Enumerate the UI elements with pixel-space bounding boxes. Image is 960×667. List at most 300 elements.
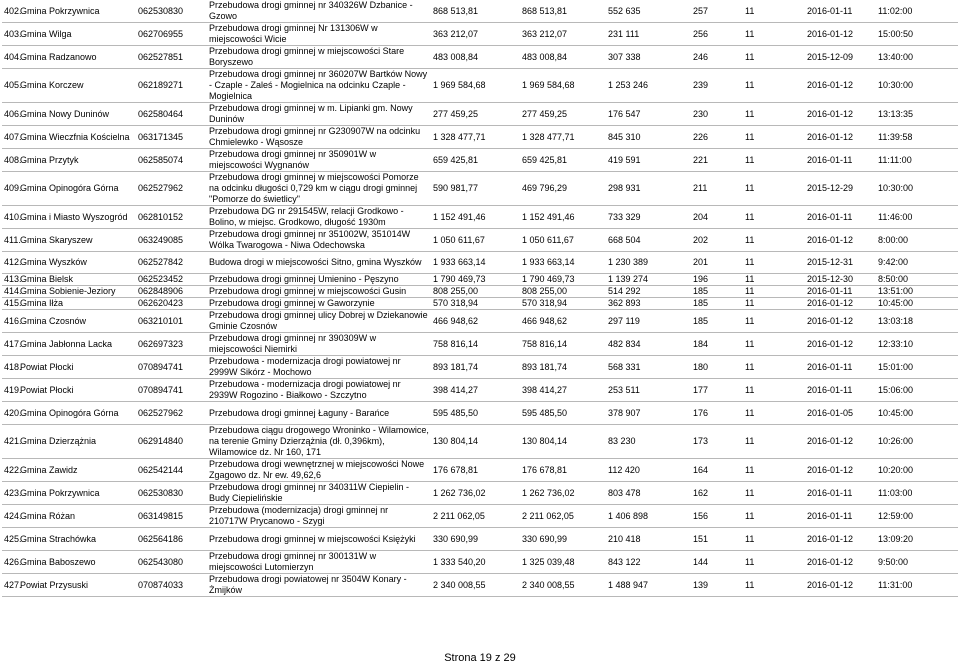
regon-number: 062848906 xyxy=(136,286,207,298)
table-row xyxy=(2,333,958,356)
submission-date: 2016-01-05 xyxy=(805,402,876,425)
row-number: 420. xyxy=(2,402,18,425)
eligible-cost: 1 790 469,73 xyxy=(520,274,606,286)
submission-time: 11:02:00 xyxy=(876,0,958,23)
total-cost: 483 008,84 xyxy=(431,46,520,69)
category-code: 11 xyxy=(743,482,805,505)
submission-date: 2016-01-12 xyxy=(805,103,876,126)
task-description: Przebudowa drogi gminnej Umienino - Pęszyno xyxy=(207,274,431,286)
grant-amount: 419 591 xyxy=(606,149,691,172)
regon-number: 062542144 xyxy=(136,459,207,482)
row-number: 425. xyxy=(2,528,18,551)
eligible-cost: 466 948,62 xyxy=(520,310,606,333)
table-row xyxy=(2,69,958,103)
row-number: 424. xyxy=(2,505,18,528)
submission-date: 2016-01-12 xyxy=(805,459,876,482)
row-number: 423. xyxy=(2,482,18,505)
submission-date: 2016-01-12 xyxy=(805,551,876,574)
applicant-name: Gmina Skaryszew xyxy=(18,229,136,252)
regon-number: 062914840 xyxy=(136,425,207,459)
table-row xyxy=(2,310,958,333)
total-cost: 1 933 663,14 xyxy=(431,252,520,274)
table-row xyxy=(2,482,958,505)
regon-number: 062564186 xyxy=(136,528,207,551)
total-cost: 2 211 062,05 xyxy=(431,505,520,528)
category-code: 11 xyxy=(743,69,805,103)
row-number: 405. xyxy=(2,69,18,103)
submission-time: 10:30:00 xyxy=(876,172,958,206)
grant-amount: 1 406 898 xyxy=(606,505,691,528)
score: 139 xyxy=(691,574,743,597)
grant-amount: 362 893 xyxy=(606,298,691,310)
task-description: Przebudowa drogi powiatowej nr 3504W Konary - Żmijków xyxy=(207,574,431,597)
submission-time: 9:42:00 xyxy=(876,252,958,274)
eligible-cost: 808 255,00 xyxy=(520,286,606,298)
regon-number: 062530830 xyxy=(136,0,207,23)
grant-amount: 1 139 274 xyxy=(606,274,691,286)
row-number: 406. xyxy=(2,103,18,126)
eligible-cost: 1 328 477,71 xyxy=(520,126,606,149)
score: 180 xyxy=(691,356,743,379)
applicant-name: Gmina i Miasto Wyszogród xyxy=(18,206,136,229)
table-row xyxy=(2,459,958,482)
submission-time: 12:59:00 xyxy=(876,505,958,528)
submission-date: 2016-01-11 xyxy=(805,149,876,172)
category-code: 11 xyxy=(743,229,805,252)
score: 162 xyxy=(691,482,743,505)
task-description: Przebudowa drogi gminnej nr G230907W na odcinku Chmielewko - Wąsosze xyxy=(207,126,431,149)
submission-date: 2016-01-12 xyxy=(805,23,876,46)
applicant-name: Powiat Płocki xyxy=(18,356,136,379)
submission-date: 2015-12-29 xyxy=(805,172,876,206)
score: 177 xyxy=(691,379,743,402)
table-row xyxy=(2,252,958,274)
total-cost: 1 328 477,71 xyxy=(431,126,520,149)
category-code: 11 xyxy=(743,459,805,482)
table-row xyxy=(2,551,958,574)
regon-number: 063149815 xyxy=(136,505,207,528)
submission-time: 11:46:00 xyxy=(876,206,958,229)
score: 173 xyxy=(691,425,743,459)
submission-time: 10:20:00 xyxy=(876,459,958,482)
submission-date: 2015-12-30 xyxy=(805,274,876,286)
applicant-name: Gmina Przytyk xyxy=(18,149,136,172)
grant-amount: 733 329 xyxy=(606,206,691,229)
grant-amount: 307 338 xyxy=(606,46,691,69)
total-cost: 595 485,50 xyxy=(431,402,520,425)
submission-date: 2016-01-12 xyxy=(805,574,876,597)
eligible-cost: 176 678,81 xyxy=(520,459,606,482)
score: 185 xyxy=(691,310,743,333)
submission-time: 10:45:00 xyxy=(876,402,958,425)
submission-date: 2016-01-11 xyxy=(805,0,876,23)
row-number: 403. xyxy=(2,23,18,46)
regon-number: 063171345 xyxy=(136,126,207,149)
category-code: 11 xyxy=(743,0,805,23)
applicant-name: Gmina Iłża xyxy=(18,298,136,310)
eligible-cost: 2 340 008,55 xyxy=(520,574,606,597)
category-code: 11 xyxy=(743,149,805,172)
score: 246 xyxy=(691,46,743,69)
row-number: 412. xyxy=(2,252,18,274)
submission-date: 2015-12-09 xyxy=(805,46,876,69)
regon-number: 062527851 xyxy=(136,46,207,69)
applicant-name: Gmina Różan xyxy=(18,505,136,528)
applicant-name: Gmina Baboszewo xyxy=(18,551,136,574)
table-row xyxy=(2,505,958,528)
applicant-name: Gmina Pokrzywnica xyxy=(18,0,136,23)
table-row xyxy=(2,206,958,229)
total-cost: 1 152 491,46 xyxy=(431,206,520,229)
category-code: 11 xyxy=(743,379,805,402)
applicant-name: Gmina Korczew xyxy=(18,69,136,103)
submission-time: 15:01:00 xyxy=(876,356,958,379)
category-code: 11 xyxy=(743,274,805,286)
applicant-name: Gmina Nowy Duninów xyxy=(18,103,136,126)
regon-number: 062543080 xyxy=(136,551,207,574)
grant-amount: 552 635 xyxy=(606,0,691,23)
table-row xyxy=(2,0,958,23)
total-cost: 398 414,27 xyxy=(431,379,520,402)
submission-time: 15:00:50 xyxy=(876,23,958,46)
submission-time: 13:09:20 xyxy=(876,528,958,551)
eligible-cost: 363 212,07 xyxy=(520,23,606,46)
category-code: 11 xyxy=(743,172,805,206)
total-cost: 130 804,14 xyxy=(431,425,520,459)
total-cost: 868 513,81 xyxy=(431,0,520,23)
applicant-name: Gmina Dzierzążnia xyxy=(18,425,136,459)
applicant-name: Gmina Jabłonna Lacka xyxy=(18,333,136,356)
row-number: 414. xyxy=(4,286,22,296)
submission-date: 2016-01-11 xyxy=(805,356,876,379)
submission-time: 13:40:00 xyxy=(876,46,958,69)
total-cost: 570 318,94 xyxy=(431,298,520,310)
submission-time: 10:26:00 xyxy=(876,425,958,459)
category-code: 11 xyxy=(743,252,805,274)
category-code: 11 xyxy=(743,574,805,597)
regon-number: 070894741 xyxy=(136,356,207,379)
grant-amount: 176 547 xyxy=(606,103,691,126)
submission-date: 2016-01-11 xyxy=(805,482,876,505)
task-description: Przebudowa drogi gminnej nr 360207W Bartków Nowy - Czaple - Zaleś - Mogielnica na odcinku Czaple - Mogielnica xyxy=(207,69,431,103)
task-description: Przebudowa drogi gminnej w m. Lipianki gm. Nowy Duninów xyxy=(207,103,431,126)
applicant-name: Gmina Radzanowo xyxy=(18,46,136,69)
table-row xyxy=(2,149,958,172)
eligible-cost: 398 414,27 xyxy=(520,379,606,402)
total-cost: 659 425,81 xyxy=(431,149,520,172)
category-code: 11 xyxy=(743,23,805,46)
regon-number: 062810152 xyxy=(136,206,207,229)
grant-amount: 253 511 xyxy=(606,379,691,402)
category-code: 11 xyxy=(743,333,805,356)
submission-time: 9:50:00 xyxy=(876,551,958,574)
regon-number: 062706955 xyxy=(136,23,207,46)
submission-time: 13:03:18 xyxy=(876,310,958,333)
regon-number: 062527962 xyxy=(136,172,207,206)
eligible-cost: 130 804,14 xyxy=(520,425,606,459)
submission-time: 11:11:00 xyxy=(876,149,958,172)
category-code: 11 xyxy=(743,206,805,229)
submission-time: 10:45:00 xyxy=(876,298,958,310)
category-code: 11 xyxy=(743,310,805,333)
applicant-name: Gmina Zawidz xyxy=(18,459,136,482)
score: 230 xyxy=(691,103,743,126)
applicant-name: Gmina Bielsk xyxy=(18,274,136,286)
table-row xyxy=(2,286,958,298)
task-description: Przebudowa drogi gminnej w Gaworzynie xyxy=(207,298,431,310)
eligible-cost: 469 796,29 xyxy=(520,172,606,206)
score: 185 xyxy=(691,286,743,298)
eligible-cost: 1 933 663,14 xyxy=(520,252,606,274)
grant-amount: 1 488 947 xyxy=(606,574,691,597)
task-description: Przebudowa drogi gminnej w miejscowości Gusin xyxy=(207,286,431,298)
total-cost: 1 790 469,73 xyxy=(431,274,520,286)
total-cost: 363 212,07 xyxy=(431,23,520,46)
task-description: Przebudowa drogi gminnej nr 340326W Dzbanice - Gzowo xyxy=(207,0,431,23)
task-description: Przebudowa drogi gminnej nr 390309W w miejscowości Niemirki xyxy=(207,333,431,356)
eligible-cost: 868 513,81 xyxy=(520,0,606,23)
applicant-name: Gmina Sobienie-Jeziory xyxy=(18,286,136,298)
category-code: 11 xyxy=(743,505,805,528)
task-description: Przebudowa ciągu drogowego Wroninko - Wilamowice, na terenie Gminy Dzierzążnia (dł. 0,396km), Wilamowice dz. Nr 160, 171 xyxy=(207,425,431,459)
applicant-name: Gmina Opinogóra Górna xyxy=(18,172,136,206)
task-description: Przebudowa drogi gminnej w miejscowości Księżyki xyxy=(207,528,431,551)
table-row xyxy=(2,274,958,286)
row-number: 419. xyxy=(2,379,18,402)
table-row xyxy=(2,298,958,310)
score: 202 xyxy=(691,229,743,252)
eligible-cost: 1 152 491,46 xyxy=(520,206,606,229)
applicant-name: Gmina Czosnów xyxy=(18,310,136,333)
submission-time: 11:03:00 xyxy=(876,482,958,505)
regon-number: 062189271 xyxy=(136,69,207,103)
eligible-cost: 1 969 584,68 xyxy=(520,69,606,103)
page-number: Strona 19 z 29 xyxy=(444,652,516,664)
row-number: 407. xyxy=(2,126,18,149)
row-number: 409. xyxy=(2,172,18,206)
score: 176 xyxy=(691,402,743,425)
applicant-name: Gmina Opinogóra Górna xyxy=(18,402,136,425)
grant-amount: 1 253 246 xyxy=(606,69,691,103)
submission-time: 8:00:00 xyxy=(876,229,958,252)
submission-date: 2016-01-12 xyxy=(805,528,876,551)
total-cost: 1 050 611,67 xyxy=(431,229,520,252)
applicant-name: Powiat Przysuski xyxy=(18,574,136,597)
row-number: 426. xyxy=(2,551,18,574)
submission-date: 2016-01-11 xyxy=(805,379,876,402)
eligible-cost: 758 816,14 xyxy=(520,333,606,356)
score: 257 xyxy=(691,0,743,23)
eligible-cost: 570 318,94 xyxy=(520,298,606,310)
regon-number: 062697323 xyxy=(136,333,207,356)
grant-amount: 803 478 xyxy=(606,482,691,505)
row-number: 417. xyxy=(2,333,18,356)
grant-amount: 482 834 xyxy=(606,333,691,356)
table-row xyxy=(2,356,958,379)
submission-date: 2015-12-31 xyxy=(805,252,876,274)
submission-date: 2016-01-11 xyxy=(805,505,876,528)
score: 211 xyxy=(691,172,743,206)
eligible-cost: 659 425,81 xyxy=(520,149,606,172)
regon-number: 062585074 xyxy=(136,149,207,172)
table-row xyxy=(2,103,958,126)
records-table xyxy=(2,0,958,597)
total-cost: 277 459,25 xyxy=(431,103,520,126)
category-code: 11 xyxy=(743,126,805,149)
submission-date: 2016-01-12 xyxy=(805,425,876,459)
task-description: Przebudowa drogi gminnej w miejscowości Stare Boryszewo xyxy=(207,46,431,69)
task-description: Budowa drogi w miejscowości Sitno, gmina Wyszków xyxy=(207,252,431,274)
regon-number: 063210101 xyxy=(136,310,207,333)
category-code: 11 xyxy=(743,551,805,574)
score: 184 xyxy=(691,333,743,356)
score: 196 xyxy=(691,274,743,286)
table-row xyxy=(2,23,958,46)
row-number: 413. xyxy=(4,274,22,284)
score: 221 xyxy=(691,149,743,172)
row-number: 402. xyxy=(2,0,18,23)
row-number: 410. xyxy=(2,206,18,229)
score: 156 xyxy=(691,505,743,528)
category-code: 11 xyxy=(743,286,805,298)
submission-date: 2016-01-12 xyxy=(805,229,876,252)
task-description: Przebudowa (modernizacja) drogi gminnej nr 210717W Prycanowo - Szygi xyxy=(207,505,431,528)
submission-time: 12:33:10 xyxy=(876,333,958,356)
regon-number: 062523452 xyxy=(136,274,207,286)
total-cost: 176 678,81 xyxy=(431,459,520,482)
submission-time: 11:39:58 xyxy=(876,126,958,149)
row-number: 422. xyxy=(2,459,18,482)
table-row xyxy=(2,528,958,551)
grant-amount: 845 310 xyxy=(606,126,691,149)
score: 201 xyxy=(691,252,743,274)
submission-date: 2016-01-12 xyxy=(805,298,876,310)
eligible-cost: 1 262 736,02 xyxy=(520,482,606,505)
total-cost: 808 255,00 xyxy=(431,286,520,298)
score: 151 xyxy=(691,528,743,551)
regon-number: 070874033 xyxy=(136,574,207,597)
submission-date: 2016-01-12 xyxy=(805,310,876,333)
applicant-name: Gmina Pokrzywnica xyxy=(18,482,136,505)
score: 144 xyxy=(691,551,743,574)
applicant-name: Gmina Wyszków xyxy=(18,252,136,274)
total-cost: 1 969 584,68 xyxy=(431,69,520,103)
total-cost: 466 948,62 xyxy=(431,310,520,333)
submission-date: 2016-01-12 xyxy=(805,333,876,356)
grant-amount: 378 907 xyxy=(606,402,691,425)
row-number: 404. xyxy=(2,46,18,69)
task-description: Przebudowa drogi gminnej Nr 131306W w miejscowości Wicie xyxy=(207,23,431,46)
category-code: 11 xyxy=(743,425,805,459)
task-description: Przebudowa drogi gminnej nr 351002W, 351014W Wólka Twarogowa - Niwa Odechowska xyxy=(207,229,431,252)
score: 239 xyxy=(691,69,743,103)
task-description: Przebudowa - modernizacja drogi powiatowej nr 2939W Rogozino - Białkowo - Szczytno xyxy=(207,379,431,402)
submission-date: 2016-01-12 xyxy=(805,126,876,149)
table-row xyxy=(2,172,958,206)
category-code: 11 xyxy=(743,528,805,551)
grant-amount: 297 119 xyxy=(606,310,691,333)
grant-amount: 298 931 xyxy=(606,172,691,206)
submission-date: 2016-01-12 xyxy=(805,69,876,103)
applicant-name: Gmina Wieczfnia Kościelna xyxy=(18,126,136,149)
task-description: Przebudowa drogi gminnej w miejscowości Pomorze na odcinku długości 0,729 km w ciągu drogi gminnej "Pomorze do świetlicy" xyxy=(207,172,431,206)
eligible-cost: 893 181,74 xyxy=(520,356,606,379)
eligible-cost: 277 459,25 xyxy=(520,103,606,126)
score: 226 xyxy=(691,126,743,149)
total-cost: 1 333 540,20 xyxy=(431,551,520,574)
task-description: Przebudowa - modernizacja drogi powiatowej nr 2999W Sikórz - Mochowo xyxy=(207,356,431,379)
eligible-cost: 483 008,84 xyxy=(520,46,606,69)
task-description: Przebudowa drogi gminnej nr 350901W w miejscowości Wygnanów xyxy=(207,149,431,172)
row-number: 416. xyxy=(2,310,18,333)
score: 164 xyxy=(691,459,743,482)
submission-time: 11:31:00 xyxy=(876,574,958,597)
submission-date: 2016-01-11 xyxy=(805,286,876,298)
category-code: 11 xyxy=(743,103,805,126)
regon-number: 063249085 xyxy=(136,229,207,252)
grant-amount: 668 504 xyxy=(606,229,691,252)
task-description: Przebudowa drogi gminnej nr 340311W Ciepielin - Budy Ciepielińskie xyxy=(207,482,431,505)
submission-date: 2016-01-11 xyxy=(805,206,876,229)
grant-amount: 210 418 xyxy=(606,528,691,551)
row-number: 415. xyxy=(4,298,22,308)
task-description: Przebudowa DG nr 291545W, relacji Grodkowo - Bolino, w miejsc. Grodkowo, długość 1930m xyxy=(207,206,431,229)
regon-number: 062580464 xyxy=(136,103,207,126)
table-row xyxy=(2,402,958,425)
row-number: 427. xyxy=(2,574,18,597)
submission-time: 10:30:00 xyxy=(876,69,958,103)
category-code: 11 xyxy=(743,356,805,379)
eligible-cost: 330 690,99 xyxy=(520,528,606,551)
total-cost: 758 816,14 xyxy=(431,333,520,356)
score: 204 xyxy=(691,206,743,229)
total-cost: 590 981,77 xyxy=(431,172,520,206)
score: 256 xyxy=(691,23,743,46)
row-number: 408. xyxy=(2,149,18,172)
submission-time: 8:50:00 xyxy=(876,274,958,286)
applicant-name: Powiat Płocki xyxy=(18,379,136,402)
applicant-name: Gmina Strachówka xyxy=(18,528,136,551)
submission-time: 13:13:35 xyxy=(876,103,958,126)
category-code: 11 xyxy=(743,298,805,310)
submission-time: 15:06:00 xyxy=(876,379,958,402)
task-description: Przebudowa drogi gminnej ulicy Dobrej w Dziekanowie Gminie Czosnów xyxy=(207,310,431,333)
regon-number: 062527962 xyxy=(136,402,207,425)
score: 185 xyxy=(691,298,743,310)
category-code: 11 xyxy=(743,402,805,425)
grant-amount: 514 292 xyxy=(606,286,691,298)
grant-amount: 568 331 xyxy=(606,356,691,379)
grant-amount: 112 420 xyxy=(606,459,691,482)
submission-time: 13:51:00 xyxy=(876,286,958,298)
grant-amount: 83 230 xyxy=(606,425,691,459)
row-number: 411. xyxy=(2,229,18,252)
category-code: 11 xyxy=(743,46,805,69)
row-number: 421. xyxy=(2,425,18,459)
records-table-body xyxy=(2,0,958,597)
regon-number: 062620423 xyxy=(136,298,207,310)
table-row xyxy=(2,379,958,402)
task-description: Przebudowa drogi wewnętrznej w miejscowości Nowe Zgagowo dz. Nr ew. 49,62,6 xyxy=(207,459,431,482)
table-row xyxy=(2,229,958,252)
table-row xyxy=(2,425,958,459)
total-cost: 2 340 008,55 xyxy=(431,574,520,597)
table-row xyxy=(2,126,958,149)
grant-amount: 1 230 389 xyxy=(606,252,691,274)
row-number: 418. xyxy=(2,356,18,379)
task-description: Przebudowa drogi gminnej Łaguny - Barańce xyxy=(207,402,431,425)
regon-number: 062527842 xyxy=(136,252,207,274)
